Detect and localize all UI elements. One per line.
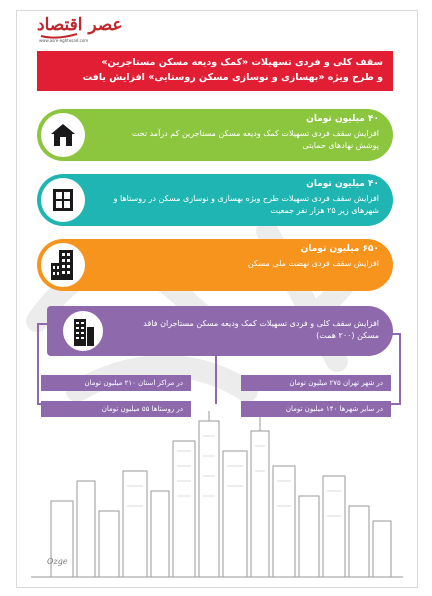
band-3-amount: ۶۵۰ میلیون تومان xyxy=(300,244,379,254)
band-1-amount: ۴۰ میلیون تومان xyxy=(306,114,379,124)
buildings-icon xyxy=(49,249,77,281)
info-band-2 xyxy=(37,174,393,226)
band-3-circle xyxy=(41,243,85,287)
title-line-2: و طرح ویژه «بهسازی و نوسازی مسکن روستایی» افزایش یافت xyxy=(82,72,383,83)
artist-signature: Ozge xyxy=(47,557,68,566)
band-1-description: افزایش سقف فردی تسهیلات کمک ودیعه مسکن مستاجرین کم درآمد تحت پوشش نهادهای حمایتی xyxy=(131,129,379,150)
info-band-3 xyxy=(37,239,393,291)
house-icon xyxy=(50,123,76,147)
tag-villages: در روستاها ۵۵ میلیون تومان xyxy=(41,401,191,417)
site-url: www.asre-eghtesad.com xyxy=(39,38,89,43)
band-2-description: افزایش سقف فردی تسهیلات طرح ویژه بهسازی و نوسازی مسکن در روستاها و شهرهای زیر ۲۵ هزار نفر جمعیت xyxy=(113,194,379,215)
infographic-frame xyxy=(16,10,418,588)
total-band-circle xyxy=(61,309,105,353)
total-description: افزایش سقف کلی و فردی تسهیلات کمک ودیعه مسکن مستاجران فاقد مسکن (۲۰۰ همت) xyxy=(143,319,379,340)
info-band-1 xyxy=(37,109,393,161)
city-skyline-illustration xyxy=(31,411,403,581)
tag-other-cities: در سایر شهرها ۱۴۰ میلیون تومان xyxy=(241,401,391,417)
tag-provinces: در مراکز استان ۲۱۰ میلیون تومان xyxy=(41,375,191,391)
window-icon xyxy=(52,188,74,212)
connector-center xyxy=(215,356,217,404)
total-band xyxy=(47,306,393,356)
band-2-circle xyxy=(41,178,85,222)
logo-text: عصر اقتصاد xyxy=(37,15,123,35)
band-3-description: افزایش سقف فردی نهضت ملی مسکن xyxy=(247,259,379,268)
title-line-1: سقف کلی و فردی تسهیلات «کمک ودیعه مسکن مستاجرین» xyxy=(101,57,383,68)
band-1-circle xyxy=(41,113,85,157)
tag-tehran: در شهر تهران ۲۷۵ میلیون تومان xyxy=(241,375,391,391)
band-2-amount: ۴۰ میلیون تومان xyxy=(306,179,379,189)
page-title xyxy=(37,51,393,91)
tower-icon xyxy=(73,317,95,347)
